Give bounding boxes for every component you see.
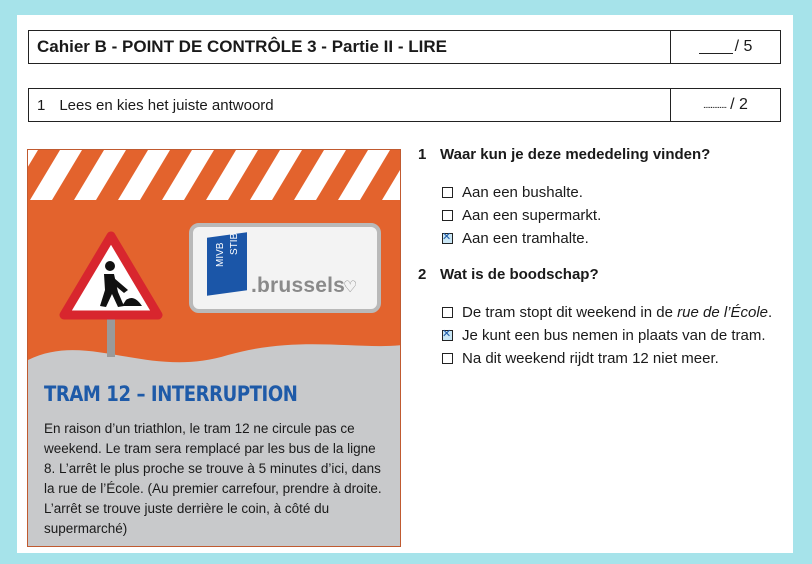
warning-stripes: [28, 150, 401, 200]
question-text: Waar kun je deze mededeling vinden?: [440, 146, 711, 163]
brussels-heart-icon: ♡: [343, 279, 358, 296]
answer-option[interactable]: [442, 301, 788, 324]
notice-text: En raison d’un triathlon, le tram 12 ne circule pas ce weekend. Le tram sera remplacé par les bus de la ligne 8. L’arrêt le plus proche se trouve à 5 minutes d’ici, dans la rue de l’École. (Au premier carrefour, prendre à droite. L’arrêt se trouve juste derrière le coin, à côté du supermarché): [44, 421, 382, 536]
worksheet-page: [17, 15, 793, 553]
logo-stib: STIB: [229, 232, 240, 255]
logo-mivb: MIVB: [215, 242, 226, 267]
task-instruction: Lees en kies het juiste antwoord: [59, 96, 274, 114]
answer-option[interactable]: [442, 181, 788, 204]
checkbox[interactable]: [442, 187, 453, 198]
stib-logo-card: [189, 223, 381, 313]
answer-option[interactable]: [442, 347, 788, 370]
score-blank: [699, 41, 733, 54]
task-score-label: / 2: [730, 96, 748, 113]
option-label: Aan een supermarkt.: [462, 207, 602, 224]
section-title: Cahier B - POINT DE CONTRÔLE 3 - Partie II - LIRE: [37, 37, 447, 56]
checkbox-checked[interactable]: [442, 330, 453, 341]
task-number: 1: [37, 96, 46, 114]
tram-notice: [27, 149, 401, 547]
option-label: Je kunt een bus nemen in plaats van de tram.: [462, 327, 766, 344]
total-score-box: [670, 31, 780, 63]
option-label: Aan een tramhalte.: [462, 230, 589, 247]
score-dotted-blank: .............: [703, 99, 727, 111]
question-2-options: [442, 301, 788, 370]
answer-option[interactable]: [442, 227, 788, 250]
stib-logo-icon: [207, 232, 247, 296]
checkbox[interactable]: [442, 210, 453, 221]
task-instruction-row: [29, 89, 670, 121]
task-score-box: [670, 89, 780, 121]
checkbox[interactable]: [442, 353, 453, 364]
task-header: [28, 88, 781, 122]
answer-option[interactable]: [442, 324, 788, 347]
question-number: 2: [418, 266, 427, 283]
option-label: De tram stopt dit weekend in de rue de l’École.: [462, 304, 773, 321]
question-number: 1: [418, 146, 427, 163]
answer-option[interactable]: [442, 204, 788, 227]
checkbox-checked[interactable]: [442, 233, 453, 244]
logo-brussels: .brussels: [251, 274, 346, 297]
question-1-options: [442, 181, 788, 250]
questions-panel: [418, 146, 788, 370]
section-header: [28, 30, 781, 64]
total-score-label: / 5: [734, 38, 753, 55]
question-2: [418, 266, 788, 283]
question-text: Wat is de boodschap?: [440, 266, 599, 283]
option-label: Na dit weekend rijdt tram 12 niet meer.: [462, 350, 719, 367]
option-label: Aan een bushalte.: [462, 184, 583, 201]
question-1: [418, 146, 788, 163]
notice-title: TRAM 12 – INTERRUPTION: [44, 382, 298, 406]
checkbox[interactable]: [442, 307, 453, 318]
